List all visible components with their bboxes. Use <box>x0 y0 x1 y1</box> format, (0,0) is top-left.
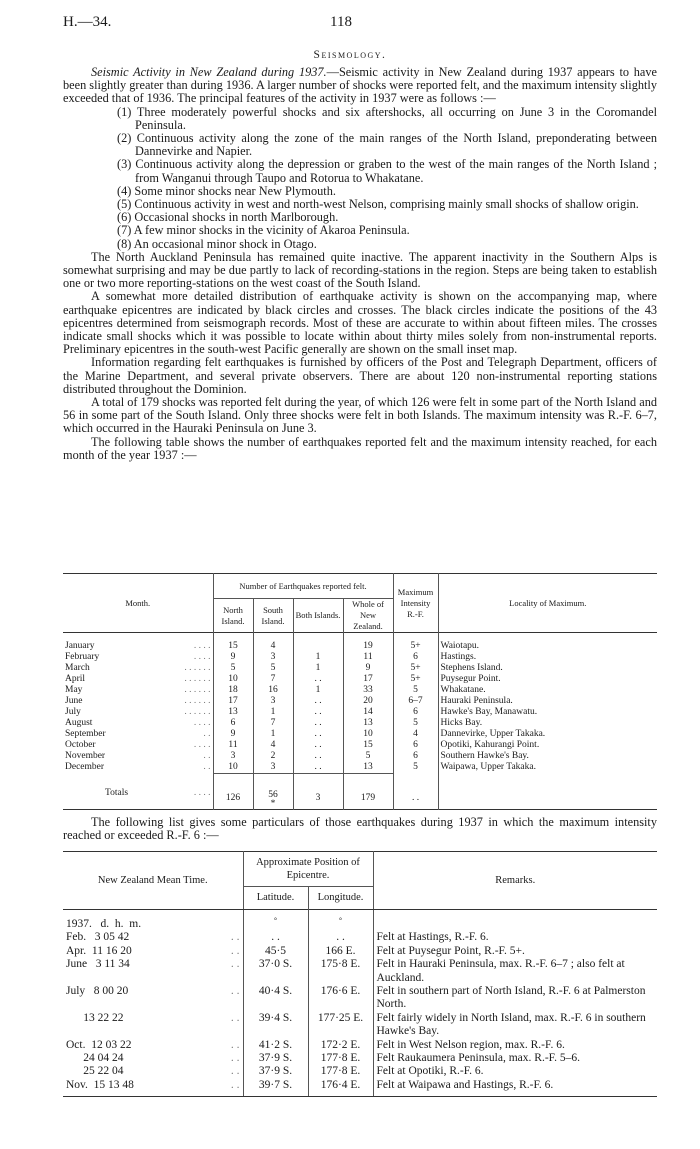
cell-whole: 15 <box>343 740 393 751</box>
cell-north: 18 <box>213 685 253 696</box>
cell-south: 3 <box>253 762 293 774</box>
cell-south: 5 <box>253 663 293 674</box>
table-row <box>63 663 657 674</box>
list-item: (2) Continuous activity along the zone of the main ranges of the North Island, preponderating between Dannevirke and Napier. <box>117 131 657 159</box>
cell-locality: Dannevirke, Upper Takaka. <box>440 729 546 739</box>
paragraph: The following table shows the number of earthquakes reported felt and the maximum intensity reached, for each month of the year 1937 :— <box>63 434 657 462</box>
cell-both: . . <box>293 696 343 707</box>
leader-dots: . . . . <box>193 641 211 651</box>
cell-locality: Puysegur Point. <box>440 674 501 684</box>
header-month: Month. <box>63 574 213 633</box>
cell-latitude: . . <box>243 931 308 944</box>
section-title: Seismology. <box>313 49 387 61</box>
cell-whole: 14 <box>343 707 393 718</box>
cell-max: 5 <box>393 685 438 696</box>
table-row <box>63 685 657 696</box>
cell-south: 1 <box>253 729 293 740</box>
table-row <box>63 696 657 707</box>
table-row <box>63 1065 657 1078</box>
cell-north: 9 <box>213 652 253 663</box>
table-row <box>63 652 657 663</box>
cell-max: 4 <box>393 729 438 740</box>
paragraph: Information regarding felt earthquakes is furnished by officers of the Post and Telegraph Department, officers of the Marine Department, and several private observers. There are about 120 non-instrumental reporting stations distributed throughout the Dominion. <box>63 355 657 396</box>
header-whole: Whole of New Zealand. <box>343 599 393 633</box>
cell-latitude: 37·9 S. <box>243 1052 308 1065</box>
cell-max: 6–7 <box>393 696 438 707</box>
intro-paragraph <box>63 66 657 106</box>
cell-both: . . <box>293 751 343 762</box>
cell-north: 15 <box>213 633 253 653</box>
cell-time: Feb. 3 05 42 <box>66 931 130 944</box>
table-row <box>63 1079 657 1097</box>
paragraph: A total of 179 shocks was reported felt during the year, of which 126 were felt in some part of the North Island and 56 in some part of the South Island. Only three shocks were felt in both Islands. The maximum intensity was R.-F. 6–7, which occurred in the Hauraki Peninsula on June 3. <box>63 395 657 436</box>
table-row <box>63 674 657 685</box>
total-max: . . <box>393 774 438 810</box>
units-remarks <box>373 910 657 932</box>
units-row <box>63 910 657 932</box>
table-row <box>63 1039 657 1052</box>
table-body <box>63 910 657 1097</box>
cell-whole: 19 <box>343 633 393 653</box>
total-note: * <box>270 798 276 809</box>
cell-locality: Waipawa, Upper Takaka. <box>440 762 536 773</box>
cell-south: 7 <box>253 718 293 729</box>
table-row <box>63 740 657 751</box>
cell-remarks: Felt fairly widely in North Island, max. R.-F. 6 in southern Hawke's Bay. <box>376 1011 646 1038</box>
cell-longitude: 177·8 E. <box>308 1065 373 1078</box>
leader-dots: . . . . <box>193 787 211 798</box>
leader-dots: . . . . . . <box>184 696 211 706</box>
cell-north: 9 <box>213 729 253 740</box>
cell-remarks: Felt Raukaumera Peninsula, max. R.-F. 5–6. <box>376 1052 580 1065</box>
cell-locality: Hastings. <box>440 652 477 662</box>
cell-remarks: Felt in West Nelson region, max. R.-F. 6. <box>376 1038 565 1051</box>
leader-dots: . . <box>193 958 243 985</box>
table-row <box>63 633 657 653</box>
cell-longitude: 176·6 E. <box>308 985 373 1012</box>
cell-whole: 9 <box>343 663 393 674</box>
cell-longitude: 175·8 E. <box>308 958 373 985</box>
cell-longitude: . . <box>308 931 373 944</box>
table-row <box>63 718 657 729</box>
list-item: (1) Three moderately powerful shocks and six aftershocks, all occurring on June 3 in the Coromandel Peninsula. <box>117 104 657 132</box>
list-item: (5) Continuous activity in west and north-west Nelson, comprising mainly small shocks of shallow origin. <box>117 197 639 212</box>
table-row <box>63 1012 657 1039</box>
month-name: February <box>65 652 100 662</box>
cell-both: . . <box>293 718 343 729</box>
cell-whole: 13 <box>343 762 393 774</box>
cell-time: 13 22 22 <box>66 1011 124 1024</box>
month-name: September <box>65 729 106 739</box>
month-cell <box>63 674 213 685</box>
cell-locality: Hicks Bay. <box>440 718 483 728</box>
cell-remarks: Felt at Hastings, R.-F. 6. <box>376 931 489 944</box>
leader-dots: . . <box>193 1052 243 1065</box>
major-earthquakes-table <box>63 851 657 1097</box>
monthly-earthquake-table <box>63 573 657 810</box>
cell-remarks: Felt in southern part of North Island, R.-F. 6 at Palmerston North. <box>376 985 646 1011</box>
month-name: August <box>65 718 93 728</box>
units-time: 1937. d. h. m. <box>66 918 142 930</box>
list-item: (7) A few minor shocks in the vicinity of Akaroa Peninsula. <box>117 223 410 238</box>
leader-dots: . . . . <box>193 740 211 750</box>
header-north: North Island. <box>213 599 253 633</box>
cell-max: 6 <box>393 652 438 663</box>
table-body <box>63 633 657 810</box>
cell-both <box>293 633 343 653</box>
month-name: June <box>65 696 83 706</box>
month-cell <box>63 685 213 696</box>
table-row <box>63 931 657 944</box>
leader-dots: . . <box>193 1079 243 1097</box>
intro-text: —Seismic activity in New Zealand during 1937 appears to have been slightly greater than during 1936. A larger number of shocks were reported felt, and the maximum intensity slightly exceeded that of 1936. The principal features of the activity in 1937 were as follows :— <box>63 65 657 106</box>
leader-dots: . . <box>193 931 243 944</box>
total-south-value: 56 <box>268 789 278 800</box>
units-lat: ° <box>243 910 308 932</box>
cell-both: . . <box>293 707 343 718</box>
cell-max: 6 <box>393 751 438 762</box>
month-name: March <box>65 663 90 673</box>
page-reference: H.—34. <box>63 14 112 30</box>
cell-whole: 13 <box>343 718 393 729</box>
month-cell <box>63 707 213 718</box>
cell-remarks: Felt at Waipawa and Hastings, R.-F. 6. <box>373 1079 657 1097</box>
month-cell <box>63 633 213 653</box>
cell-both: . . <box>293 762 343 774</box>
list-item: (6) Occasional shocks in north Marlborough. <box>117 210 339 225</box>
table-row <box>63 985 657 1012</box>
cell-remarks: Felt in Hauraki Peninsula, max. R.-F. 6–7 ; also felt at Auckland. <box>376 958 625 984</box>
cell-north: 13 <box>213 707 253 718</box>
leader-dots: . . <box>193 945 243 958</box>
cell-longitude: 177·8 E. <box>308 1052 373 1065</box>
cell-both: 1 <box>293 663 343 674</box>
cell-whole: 33 <box>343 685 393 696</box>
total-south <box>253 774 293 810</box>
cell-south: 16 <box>253 685 293 696</box>
cell-north: 10 <box>213 762 253 774</box>
cell-time: July 8 00 20 <box>66 985 129 998</box>
table-row <box>63 729 657 740</box>
paragraph: The North Auckland Peninsula has remained quite inactive. The apparent inactivity in the Southern Alps is somewhat surprising and may be due partly to lack of recording-stations in the region. Steps are being taken to establish one or two more reporting-stations on the west coast of the South Island. <box>63 249 657 291</box>
cell-both: . . <box>293 740 343 751</box>
cell-time: Oct. 12 03 22 <box>66 1038 132 1051</box>
leader-dots: . . <box>203 762 211 773</box>
cell-latitude: 41·2 S. <box>243 1039 308 1052</box>
header-max: Maximum Intensity R.-F. <box>393 574 438 633</box>
cell-latitude: 39·7 S. <box>243 1079 308 1097</box>
cell-latitude: 37·0 S. <box>243 958 308 985</box>
cell-both: 1 <box>293 685 343 696</box>
cell-max: 5+ <box>393 633 438 653</box>
leader-dots: . . <box>193 1065 243 1078</box>
cell-south: 7 <box>253 674 293 685</box>
cell-latitude: 40·4 S. <box>243 985 308 1012</box>
cell-whole: 11 <box>343 652 393 663</box>
total-north: 126 <box>213 774 253 810</box>
units-lon: ° <box>308 910 373 932</box>
leader-dots: . . . . . . <box>184 707 211 717</box>
features-list <box>63 106 657 251</box>
cell-time: 25 22 04 <box>66 1065 124 1078</box>
leader-dots: . . . . <box>193 718 211 728</box>
header-both: Both Islands. <box>293 599 343 633</box>
leader-dots: . . <box>193 1012 243 1039</box>
cell-locality: Stephens Island. <box>440 663 503 673</box>
header-locality: Locality of Maximum. <box>509 597 587 608</box>
month-cell <box>63 729 213 740</box>
table-row <box>63 945 657 958</box>
cell-south: 2 <box>253 751 293 762</box>
header-remarks: Remarks. <box>373 852 657 910</box>
month-name: November <box>65 751 106 761</box>
month-cell <box>63 663 213 674</box>
cell-north: 17 <box>213 696 253 707</box>
page-number: 118 <box>330 14 352 30</box>
table-row <box>63 958 657 985</box>
cell-north: 6 <box>213 718 253 729</box>
month-name: April <box>65 674 86 684</box>
cell-both: . . <box>293 674 343 685</box>
table-row <box>63 707 657 718</box>
cell-max: 5+ <box>393 674 438 685</box>
cell-whole: 20 <box>343 696 393 707</box>
cell-north: 3 <box>213 751 253 762</box>
intro-lead: Seismic Activity in New Zealand during 1937. <box>91 65 327 79</box>
month-name: May <box>65 685 83 695</box>
cell-locality: Hauraki Peninsula. <box>440 696 513 706</box>
cell-north: 5 <box>213 663 253 674</box>
leader-dots: . . <box>193 985 243 1012</box>
leader-dots: . . <box>203 729 211 739</box>
cell-longitude: 172·2 E. <box>308 1039 373 1052</box>
table-row <box>63 762 657 774</box>
main-text <box>63 66 657 462</box>
month-name: October <box>65 740 96 750</box>
cell-longitude: 177·25 E. <box>308 1012 373 1039</box>
cell-north: 11 <box>213 740 253 751</box>
list-item: (3) Continuous activity along the depression or graben to the west of the main ranges of the North Island ; from Wanganui through Taupo and Rotorua to Whakatane. <box>117 157 657 185</box>
cell-max: 5 <box>393 718 438 729</box>
cell-both: . . <box>293 729 343 740</box>
totals-cell <box>63 774 213 810</box>
month-name: December <box>65 762 105 773</box>
leader-dots: . . . . . . <box>184 685 211 695</box>
cell-locality: Waiotapu. <box>440 641 480 651</box>
cell-latitude: 37·9 S. <box>243 1065 308 1078</box>
list-intro-text <box>63 816 657 842</box>
header-south: South Island. <box>253 599 293 633</box>
cell-time: June 3 11 34 <box>66 958 130 971</box>
cell-whole: 10 <box>343 729 393 740</box>
month-cell <box>63 762 213 774</box>
cell-south: 4 <box>253 740 293 751</box>
leader-dots: . . <box>203 751 211 761</box>
cell-whole: 17 <box>343 674 393 685</box>
leader-dots: . . . . <box>193 652 211 662</box>
cell-remarks: Felt at Opotiki, R.-F. 6. <box>376 1065 484 1078</box>
cell-south: 3 <box>253 696 293 707</box>
cell-locality: Southern Hawke's Bay. <box>440 751 529 761</box>
leader-dots: . . . . . . <box>184 674 211 684</box>
cell-south: 1 <box>253 707 293 718</box>
cell-time: Nov. 15 13 48 <box>63 1079 193 1097</box>
cell-south: 3 <box>253 652 293 663</box>
month-cell <box>63 751 213 762</box>
cell-both: 1 <box>293 652 343 663</box>
table-row <box>63 1052 657 1065</box>
table-row <box>63 751 657 762</box>
totals-label: Totals <box>105 787 129 798</box>
month-cell <box>63 696 213 707</box>
cell-longitude: 176·4 E. <box>308 1079 373 1097</box>
month-name: July <box>65 707 81 717</box>
header-position: Approximate Position of Epicentre. <box>243 852 373 887</box>
leader-dots: . . . . . . <box>184 663 211 673</box>
total-both: 3 <box>293 774 343 810</box>
paragraph: A somewhat more detailed distribution of earthquake activity is shown on the accompanying map, where earthquake epicentres are indicated by black circles and crosses. The black circles indicate the positions of the 43 epicentres determined from seismograph records. Most of these are accurate to within about fifteen miles. The crosses indicate small shocks which it was possible to locate within about thirty miles solely from non-instrumental reports. Preliminary epicentres in the south-west Pacific generally are shown on the small inset map. <box>63 289 657 357</box>
cell-north: 10 <box>213 674 253 685</box>
month-cell <box>63 652 213 663</box>
totals-row <box>63 774 657 810</box>
cell-max: 6 <box>393 707 438 718</box>
cell-longitude: 166 E. <box>308 945 373 958</box>
cell-max: 6 <box>393 740 438 751</box>
cell-remarks: Felt at Puysegur Point, R.-F. 5+. <box>376 944 525 957</box>
cell-max: 5+ <box>393 663 438 674</box>
cell-latitude: 39·4 S. <box>243 1012 308 1039</box>
cell-locality: Hawke's Bay, Manawatu. <box>440 707 538 717</box>
leader-dots: . . <box>193 1039 243 1052</box>
cell-south: 4 <box>253 633 293 653</box>
cell-time: 24 04 24 <box>66 1052 124 1065</box>
header-latitude: Latitude. <box>243 887 308 910</box>
header-group: Number of Earthquakes reported felt. <box>213 574 393 599</box>
total-whole: 179 <box>343 774 393 810</box>
month-name: January <box>65 641 95 651</box>
cell-whole: 5 <box>343 751 393 762</box>
header-time: New Zealand Mean Time. <box>63 852 243 910</box>
paragraph: The following list gives some particulars of those earthquakes during 1937 in which the maximum intensity reached or exceeded R.-F. 6 :— <box>63 815 657 843</box>
month-cell <box>63 740 213 751</box>
month-cell <box>63 718 213 729</box>
units-spacer <box>193 910 243 932</box>
list-item: (4) Some minor shocks near New Plymouth. <box>117 183 336 198</box>
cell-locality: Opotiki, Kahurangi Point. <box>440 740 540 750</box>
totals-empty <box>438 774 657 810</box>
cell-time: Apr. 11 16 20 <box>66 944 132 957</box>
cell-max: 5 <box>393 762 438 774</box>
cell-latitude: 45·5 <box>243 945 308 958</box>
list-item: (8) An occasional minor shock in Otago. <box>117 236 317 251</box>
cell-locality: Whakatane. <box>440 685 486 695</box>
header-longitude: Longitude. <box>308 887 373 910</box>
